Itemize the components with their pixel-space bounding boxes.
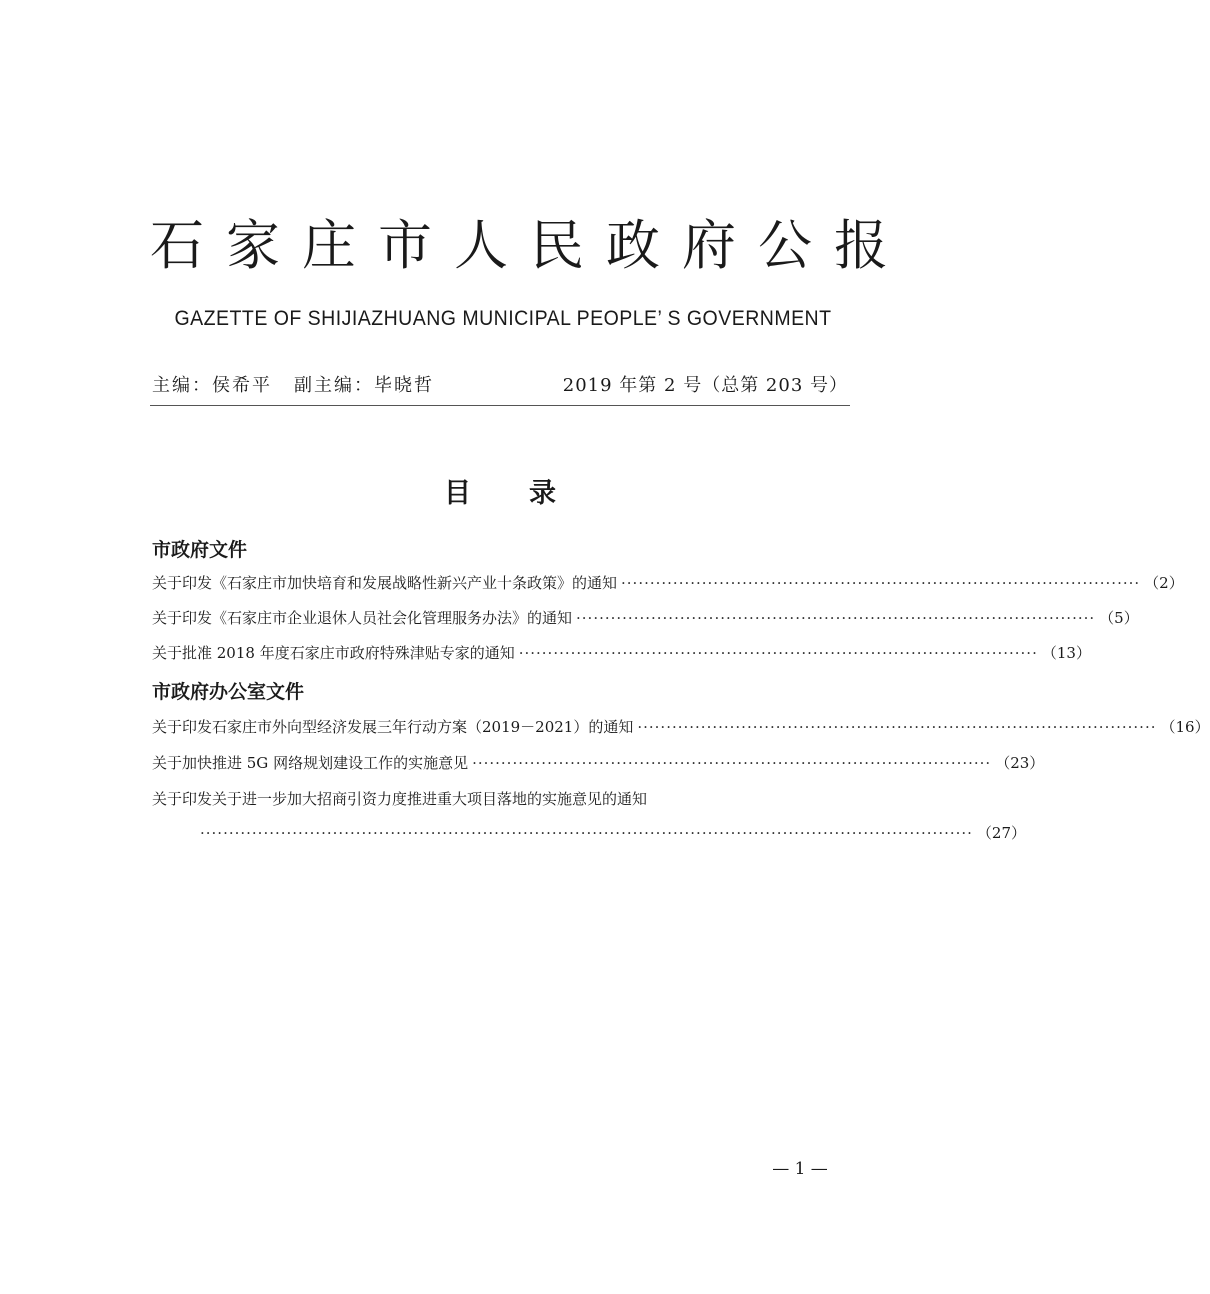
toc-entry-title: 关于印发《石家庄市加快培育和发展战略性新兴产业十条政策》的通知	[152, 574, 618, 592]
dot-leader: ······································································································································	[200, 824, 973, 842]
toc-entry[interactable]	[152, 641, 1091, 665]
toc-entry-page: （23）	[995, 754, 1045, 772]
deputy-editor: 副主编：毕晓哲	[294, 375, 434, 396]
toc-entry-title: 关于加快推进 5G 网络规划建设工作的实施意见	[152, 754, 469, 772]
dot-leader: ··························································································	[637, 718, 1157, 736]
gazette-title: 石家庄市人民政府公报	[150, 214, 910, 277]
toc-entry-page: （13）	[1041, 644, 1091, 662]
toc-entry-title[interactable]: 关于印发关于进一步加大招商引资力度推进重大项目落地的实施意见的通知	[152, 790, 648, 808]
page-number: — 1 —	[772, 1159, 828, 1179]
editor-row	[152, 372, 848, 400]
dot-leader: ··························································································	[472, 754, 992, 772]
toc-entry-continuation[interactable]	[200, 821, 1027, 845]
dot-leader: ··························································································	[518, 644, 1038, 662]
issue-number: 2019 年第 2 号（总第 203 号）	[562, 375, 848, 396]
toc-heading-char-2: 录	[529, 478, 556, 509]
toc-entry-page: （5）	[1099, 609, 1139, 627]
toc-heading	[150, 476, 850, 512]
toc-entry[interactable]	[152, 751, 1045, 775]
toc-entry-title: 关于批准 2018 年度石家庄市政府特殊津贴专家的通知	[152, 644, 515, 662]
toc-section-title: 市政府文件	[152, 539, 248, 561]
toc-entry-page: （27）	[976, 824, 1027, 842]
editor-info	[152, 372, 434, 400]
toc-entry-page: （2）	[1144, 574, 1184, 592]
toc-section-title: 市政府办公室文件	[152, 681, 305, 703]
toc-entry-title: 关于印发《石家庄市企业退休人员社会化管理服务办法》的通知	[152, 609, 573, 627]
gazette-subtitle: GAZETTE OF SHIJIAZHUANG MUNICIPAL PEOPLE’ S GOVERNMENT	[174, 307, 832, 330]
dot-leader: ··························································································	[621, 574, 1141, 592]
toc-entry[interactable]	[152, 606, 1139, 630]
toc-entry-title: 关于印发石家庄市外向型经济发展三年行动方案（2019－2021）的通知	[152, 718, 634, 736]
toc-entry[interactable]	[152, 715, 1210, 739]
toc-entry-page: （16）	[1160, 718, 1210, 736]
dot-leader: ··························································································	[576, 609, 1096, 627]
toc-heading-char-1: 目	[444, 478, 471, 509]
toc-entry[interactable]	[152, 571, 1184, 595]
chief-editor: 主编：侯希平	[152, 375, 272, 396]
header-divider	[150, 405, 850, 406]
